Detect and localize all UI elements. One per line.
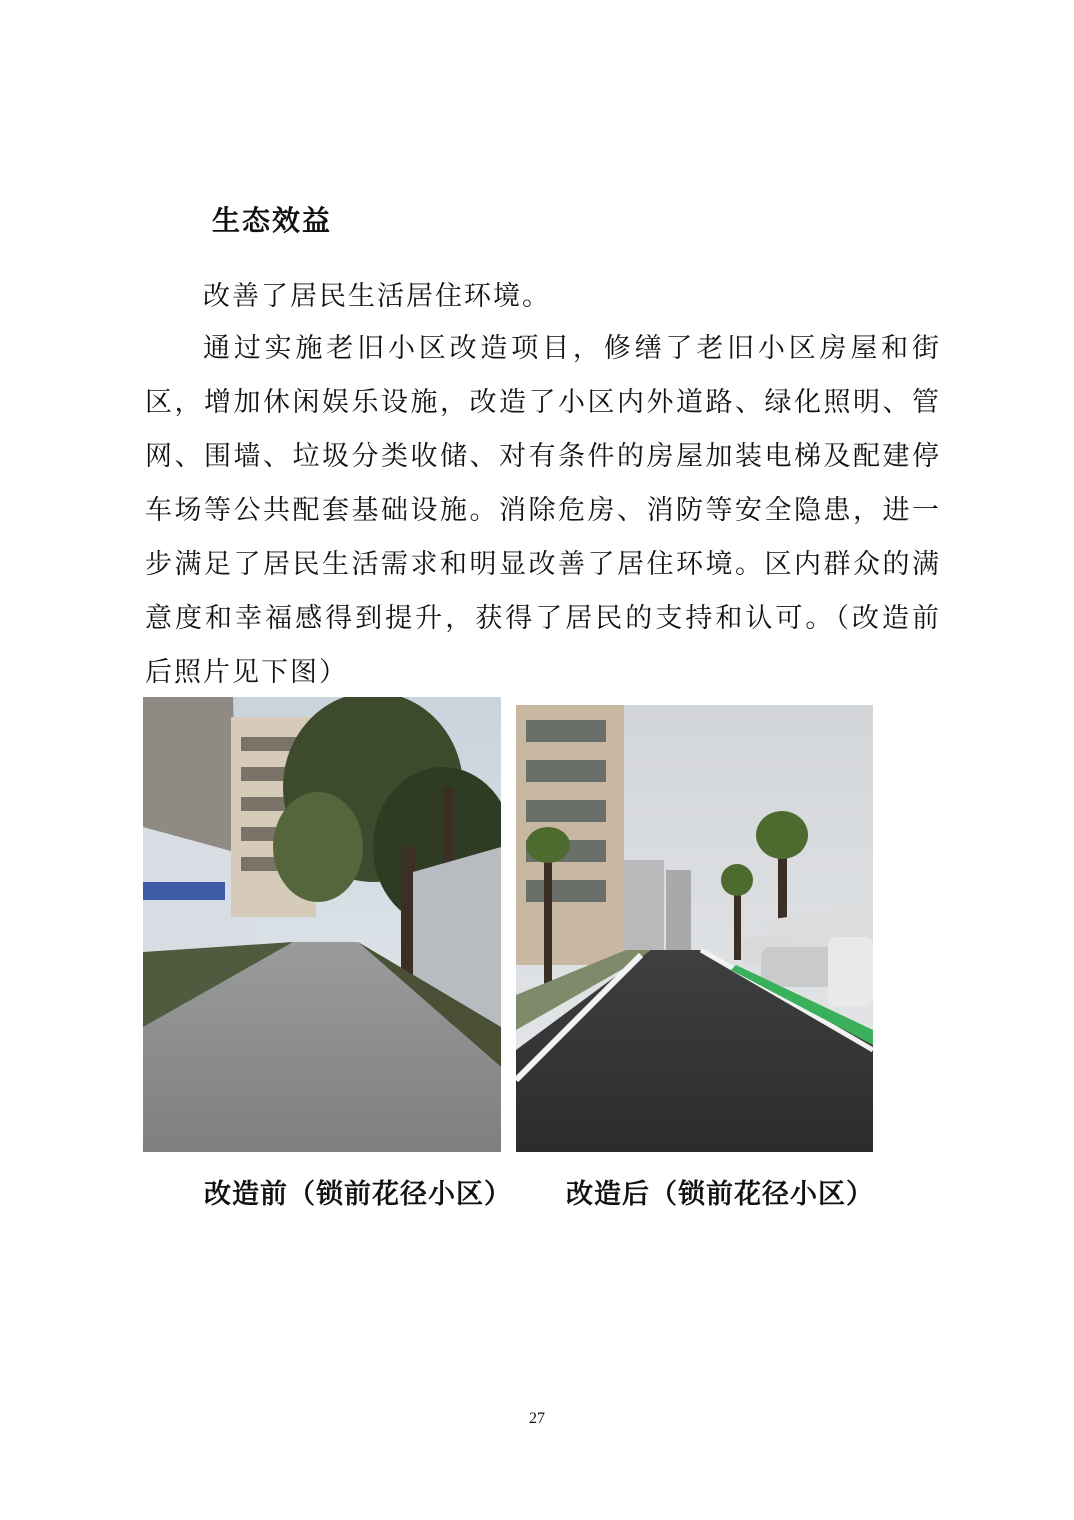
paragraph-body: 通过实施老旧小区改造项目，修缮了老旧小区房屋和街区，增加休闲娱乐设施，改造了小区内外道路、绿化照明、管网、围墙、垃圾分类收储、对有条件的房屋加装电梯及配建停车场等公共配套基础设施。消除危房、消防等安全隐患，进一步满足了居民生活需求和明显改善了居住环境。区内群众的满意度和幸福感得到提升，获得了居民的支持和认可。（改造前后照片见下图） xyxy=(145,333,941,688)
paragraph-summary: 改善了居民生活居住环境。 xyxy=(203,281,551,312)
after-caption: 改造后（锁前花径小区） xyxy=(566,1179,874,1210)
before-caption: 改造前（锁前花径小区） xyxy=(204,1179,512,1210)
before-renovation-photo xyxy=(143,697,501,1152)
section-title: 生态效益 xyxy=(212,204,333,237)
after-renovation-photo xyxy=(516,705,873,1152)
page-number: 27 xyxy=(529,1410,545,1427)
